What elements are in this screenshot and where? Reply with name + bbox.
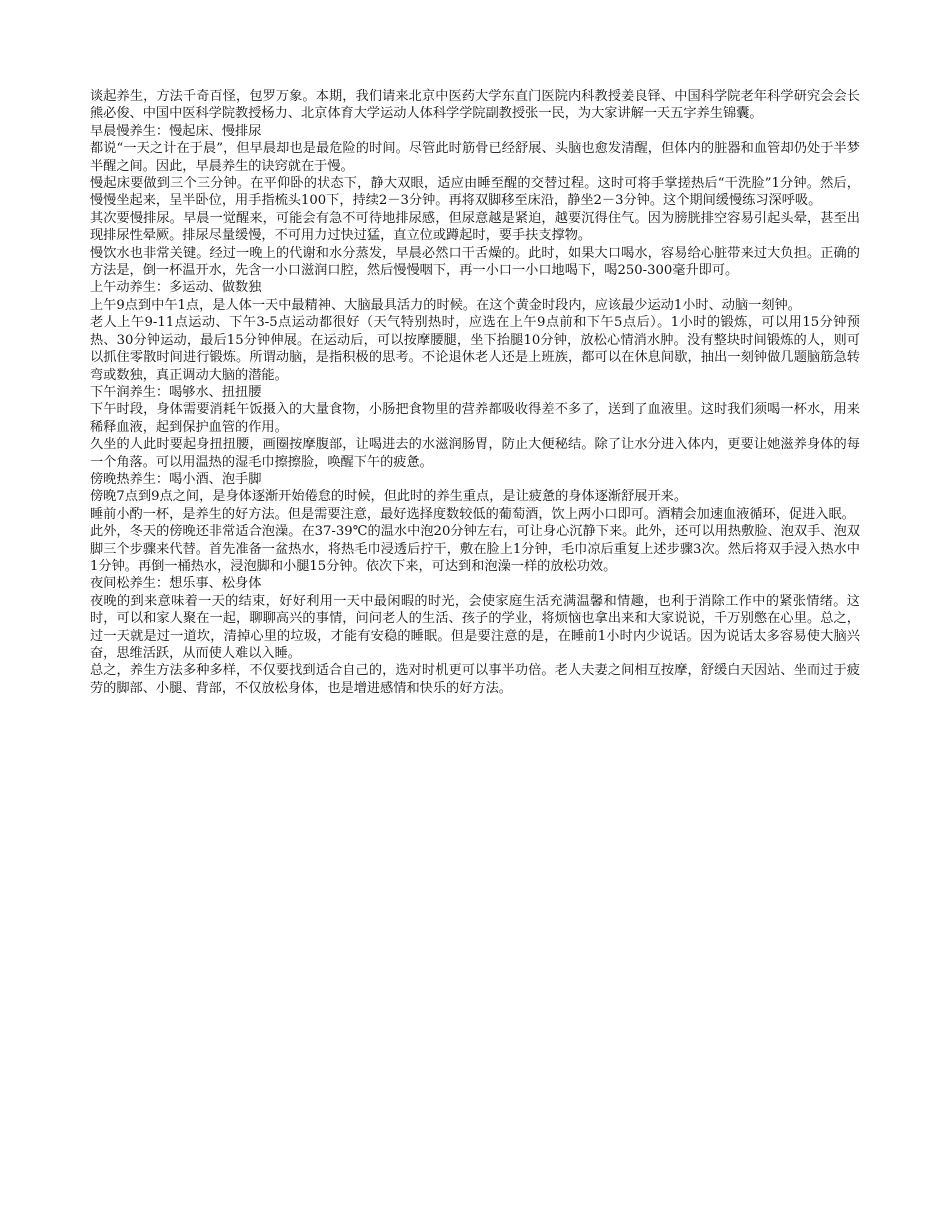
section-heading-afternoon: 下午润养生：喝够水、扭扭腰 <box>90 384 262 400</box>
paragraph: 久坐的人此时要起身扭扭腰，画圈按摩腹部，让喝进去的水滋润肠胃，防止大便秘结。除了让水分进入体内，更要让她滋养身体的每一个角落。可以用温热的湿毛巾擦擦脸，唤醒下午的疲惫。 <box>90 437 860 470</box>
section-heading-morning: 早晨慢养生：慢起床、慢排尿 <box>90 123 262 139</box>
paragraph: 此外，冬天的傍晚还非常适合泡澡。在37-39℃的温水中泡20分钟左右，可让身心沉静下来。此外，还可以用热敷脸、泡双手、泡双脚三个步骤来代替。首先准备一盆热水，将热毛巾浸透后拧干，敷在脸上1分钟，毛巾凉后重复上述步骤3次。然后将双手浸入热水中1分钟。再倒一桶热水，浸泡脚和小腿15分钟。依次下来，可达到和泡澡一样的放松功效。 <box>90 524 860 574</box>
section-heading-evening: 傍晚热养生：喝小酒、泡手脚 <box>90 471 262 487</box>
paragraph: 慢饮水也非常关键。经过一晚上的代谢和水分蒸发，早晨必然口干舌燥的。此时，如果大口喝水，容易给心脏带来过大负担。正确的方法是，倒一杯温开水，先含一小口滋润口腔，然后慢慢咽下，再一小口一小口地喝下，喝250-300毫升即可。 <box>90 245 860 279</box>
paragraph: 上午9点到中午1点，是人体一天中最精神、大脑最具活力的时候。在这个黄金时段内，应该最少运动1小时、动脑一刻钟。 <box>90 297 801 313</box>
intro-paragraph: 谈起养生，方法千奇百怪，包罗万象。本期，我们请来北京中医药大学东直门医院内科教授姜良铎、中国科学院老年科学研究会会长熊必俊、中国中医科学院教授杨力、北京体育大学运动人体科学学院副教授张一民，为大家讲解一天五字养生锦囊。 <box>90 89 860 122</box>
paragraph: 睡前小酌一杯，是养生的好方法。但是需要注意，最好选择度数较低的葡萄酒，饮上两小口即可。酒精会加速血液循环，促进入眠。 <box>90 506 855 522</box>
paragraph: 其次要慢排尿。早晨一觉醒来，可能会有急不可待地排尿感，但尿意越是紧迫，越要沉得住气。因为膀胱排空容易引起头晕，甚至出现排尿性晕厥。排尿尽量缓慢，不可用力过快过猛，直立位或蹲起时，要手扶支撑物。 <box>90 210 860 244</box>
paragraph: 夜晚的到来意味着一天的结束，好好利用一天中最闲暇的时光，会使家庭生活充满温馨和情趣，也利于消除工作中的紧张情绪。这时，可以和家人聚在一起，聊聊高兴的事情，问问老人的生活、孩子的学业，将烦恼也拿出来和大家说说，千万别憋在心里。总之，过一天就是过一道坎，清掉心里的垃圾，才能有安稳的睡眠。但是要注意的是，在睡前1小时内少说话。因为说话太多容易使大脑兴奋，思维活跃，从而使人难以入睡。 <box>90 593 860 661</box>
article-body <box>90 88 860 697</box>
closing-paragraph: 总之，养生方法多种多样，不仅要找到适合自己的，选对时机更可以事半功倍。老人夫妻之间相互按摩，舒缓白天因站、坐而过于疲劳的脚部、小腿、背部，不仅放松身体，也是增进感情和快乐的好方法。 <box>90 663 860 696</box>
paragraph: 下午时段，身体需要消耗午饭摄入的大量食物，小肠把食物里的营养都吸收得差不多了，送到了血液里。这时我们须喝一杯水，用来稀释血液，起到保护血管的作用。 <box>90 402 860 435</box>
paragraph: 都说“一天之计在于晨”，但早晨却也是最危险的时间。尽管此时筋骨已经舒展、头脑也愈发清醒，但体内的脏器和血管却仍处于半梦半醒之间。因此，早晨养生的诀窍就在于慢。 <box>90 141 860 174</box>
paragraph: 老人上午9-11点运动、下午3-5点运动都很好（天气特别热时，应选在上午9点前和下午5点后）。1小时的锻炼，可以用15分钟预热、30分钟运动，最后15分钟伸展。在运动后，可以按摩腰腿，坐下抬腿10分钟，放松心情消水肿。没有整块时间锻炼的人，则可以抓住零散时间进行锻炼。所谓动脑，是指积极的思考。不论退休老人还是上班族，都可以在休息间歇，抽出一刻钟做几题脑筋急转弯或数独，真正调动大脑的潜能。 <box>90 315 860 383</box>
paragraph: 傍晚7点到9点之间，是身体逐渐开始倦怠的时候，但此时的养生重点，是让疲惫的身体逐渐舒展开来。 <box>90 489 688 505</box>
section-heading-forenoon: 上午动养生：多运动、做数独 <box>90 280 262 296</box>
section-heading-night: 夜间松养生：想乐事、松身体 <box>90 576 262 592</box>
paragraph: 慢起床要做到三个三分钟。在平仰卧的状态下，静大双眼，适应由睡至醒的交替过程。这时可将手掌搓热后“干洗脸”1分钟。然后，慢慢坐起来，呈半卧位，用手指梳头100下，持续2－3分钟。再将双脚移至床沿，静坐2－3分钟。这个期间缓慢练习深呼吸。 <box>90 176 860 209</box>
